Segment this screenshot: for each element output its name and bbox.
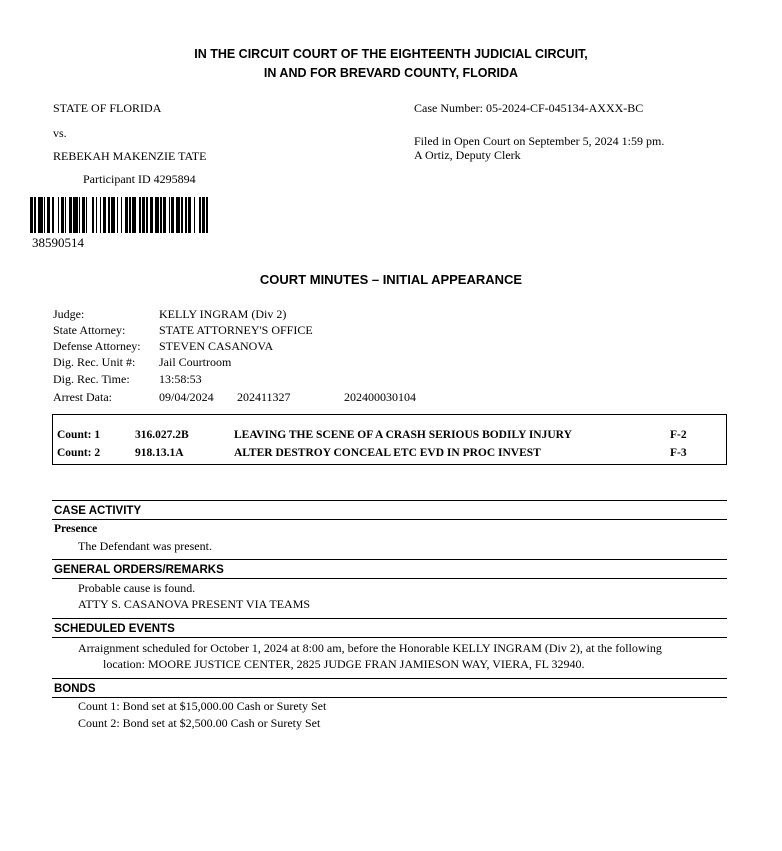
barcode-bar	[34, 197, 35, 233]
barcode-bar	[132, 197, 136, 233]
general-orders-bottom-rule	[52, 578, 727, 579]
barcode-bar	[96, 197, 97, 233]
bonds-bottom-rule	[52, 697, 727, 698]
barcode-bar	[82, 197, 85, 233]
barcode-bar	[139, 197, 140, 233]
barcode-bar	[73, 197, 77, 233]
barcode-bar	[176, 197, 180, 233]
barcode-bar	[79, 197, 80, 233]
arrest-number-2: 202400030104	[344, 390, 416, 404]
barcode-bar	[38, 197, 42, 233]
state-attorney-label: State Attorney:	[53, 323, 126, 337]
judge-label: Judge:	[53, 307, 85, 321]
count-2-label: Count: 2	[57, 447, 101, 459]
defense-attorney-label: Defense Attorney:	[53, 339, 141, 353]
count-2-statute: 918.13.1A	[135, 447, 184, 459]
presence-subheading: Presence	[54, 523, 98, 535]
dig-rec-time-value: 13:58:53	[159, 372, 202, 386]
count-1-description: LEAVING THE SCENE OF A CRASH SERIOUS BODILY INJURY	[234, 429, 572, 441]
deputy-clerk: A Ortiz, Deputy Clerk	[414, 148, 521, 162]
barcode-bar	[181, 197, 182, 233]
barcode-bar	[103, 197, 106, 233]
count-1-statute: 316.027.2B	[135, 429, 189, 441]
barcode-bar	[44, 197, 45, 233]
court-title-line1: IN THE CIRCUIT COURT OF THE EIGHTEENTH JUDICIAL CIRCUIT,	[194, 47, 588, 61]
general-orders-line2: ATTY S. CASANOVA PRESENT VIA TEAMS	[78, 597, 311, 611]
scheduled-events-bottom-rule	[52, 637, 727, 638]
barcode-bar	[163, 197, 166, 233]
barcode-bar	[92, 197, 95, 233]
court-title-line2: IN AND FOR BREVARD COUNTY, FLORIDA	[263, 66, 519, 80]
count-2-description: ALTER DESTROY CONCEAL ETC EVD IN PROC INVEST	[234, 447, 541, 459]
defense-attorney-value: STEVEN CASANOVA	[159, 339, 274, 353]
charges-box	[52, 414, 727, 465]
state-attorney-value: STATE ATTORNEY'S OFFICE	[159, 323, 313, 337]
scheduled-events-line2: location: MOORE JUSTICE CENTER, 2825 JUDGE FRAN JAMIESON WAY, VIERA, FL 32940.	[103, 657, 585, 671]
barcode-bar	[185, 197, 186, 233]
general-orders-heading: GENERAL ORDERS/REMARKS	[54, 564, 224, 576]
dig-rec-time-label: Dig. Rec. Time:	[53, 372, 130, 386]
case-activity-heading: CASE ACTIVITY	[54, 505, 142, 517]
case-number: Case Number: 05-2024-CF-045134-AXXX-BC	[414, 101, 644, 115]
barcode-bar	[111, 197, 115, 233]
barcode-bar	[142, 197, 145, 233]
barcode-bar	[125, 197, 128, 233]
barcode-bar	[61, 197, 64, 233]
arrest-data-label: Arrest Data:	[53, 390, 112, 404]
versus: vs.	[53, 126, 67, 140]
minutes-title: COURT MINUTES – INITIAL APPEARANCE	[259, 272, 523, 287]
filed-in-court: Filed in Open Court on September 5, 2024 1:59 pm.	[414, 134, 665, 148]
bonds-heading: BONDS	[54, 683, 96, 695]
barcode-bar	[155, 197, 159, 233]
scheduled-events-line1: Arraignment scheduled for October 1, 2024 at 8:00 am, before the Honorable KELLY INGRAM (Div 2), at the following	[78, 641, 662, 655]
barcode-bar	[69, 197, 72, 233]
bond-count-2: Count 2: Bond set at $2,500.00 Cash or Surety Set	[78, 716, 321, 730]
general-orders-line1: Probable cause is found.	[78, 581, 196, 595]
barcode-bar	[117, 197, 118, 233]
dig-rec-unit-value: Jail Courtroom	[159, 355, 232, 369]
judge-value: KELLY INGRAM (Div 2)	[159, 307, 287, 321]
barcode-bar	[121, 197, 122, 233]
case-activity-top-rule	[52, 500, 727, 501]
count-2-degree: F-3	[670, 447, 687, 459]
plaintiff: STATE OF FLORIDA	[53, 101, 162, 115]
barcode-bar	[150, 197, 153, 233]
barcode	[30, 197, 275, 233]
barcode-bar	[188, 197, 191, 233]
case-activity-bottom-rule	[52, 519, 727, 520]
barcode-bar	[129, 197, 130, 233]
barcode-bar	[108, 197, 109, 233]
barcode-bar	[52, 197, 53, 233]
bond-count-1: Count 1: Bond set at $15,000.00 Cash or Surety Set	[78, 699, 327, 713]
barcode-bar	[58, 197, 59, 233]
barcode-bar	[199, 197, 200, 233]
barcode-bar	[47, 197, 50, 233]
presence-text: The Defendant was present.	[78, 539, 212, 553]
barcode-bar	[146, 197, 147, 233]
barcode-bar	[65, 197, 66, 233]
arrest-date: 09/04/2024	[159, 390, 214, 404]
defendant: REBEKAH MAKENZIE TATE	[53, 149, 207, 163]
barcode-bar	[202, 197, 205, 233]
barcode-bar	[171, 197, 174, 233]
barcode-bar	[169, 197, 170, 233]
barcode-bar	[160, 197, 161, 233]
barcode-bar	[194, 197, 195, 233]
barcode-bar	[86, 197, 87, 233]
general-orders-top-rule	[52, 559, 727, 560]
bonds-top-rule	[52, 678, 727, 679]
barcode-bar	[30, 197, 33, 233]
arrest-number-1: 202411327	[237, 390, 291, 404]
barcode-number: 38590514	[32, 235, 84, 250]
participant-id: Participant ID 4295894	[83, 172, 196, 186]
scheduled-events-top-rule	[52, 618, 727, 619]
barcode-bar	[206, 197, 207, 233]
count-1-label: Count: 1	[57, 429, 101, 441]
count-1-degree: F-2	[670, 429, 687, 441]
barcode-bar	[100, 197, 101, 233]
scheduled-events-heading: SCHEDULED EVENTS	[54, 623, 175, 635]
dig-rec-unit-label: Dig. Rec. Unit #:	[53, 355, 136, 369]
